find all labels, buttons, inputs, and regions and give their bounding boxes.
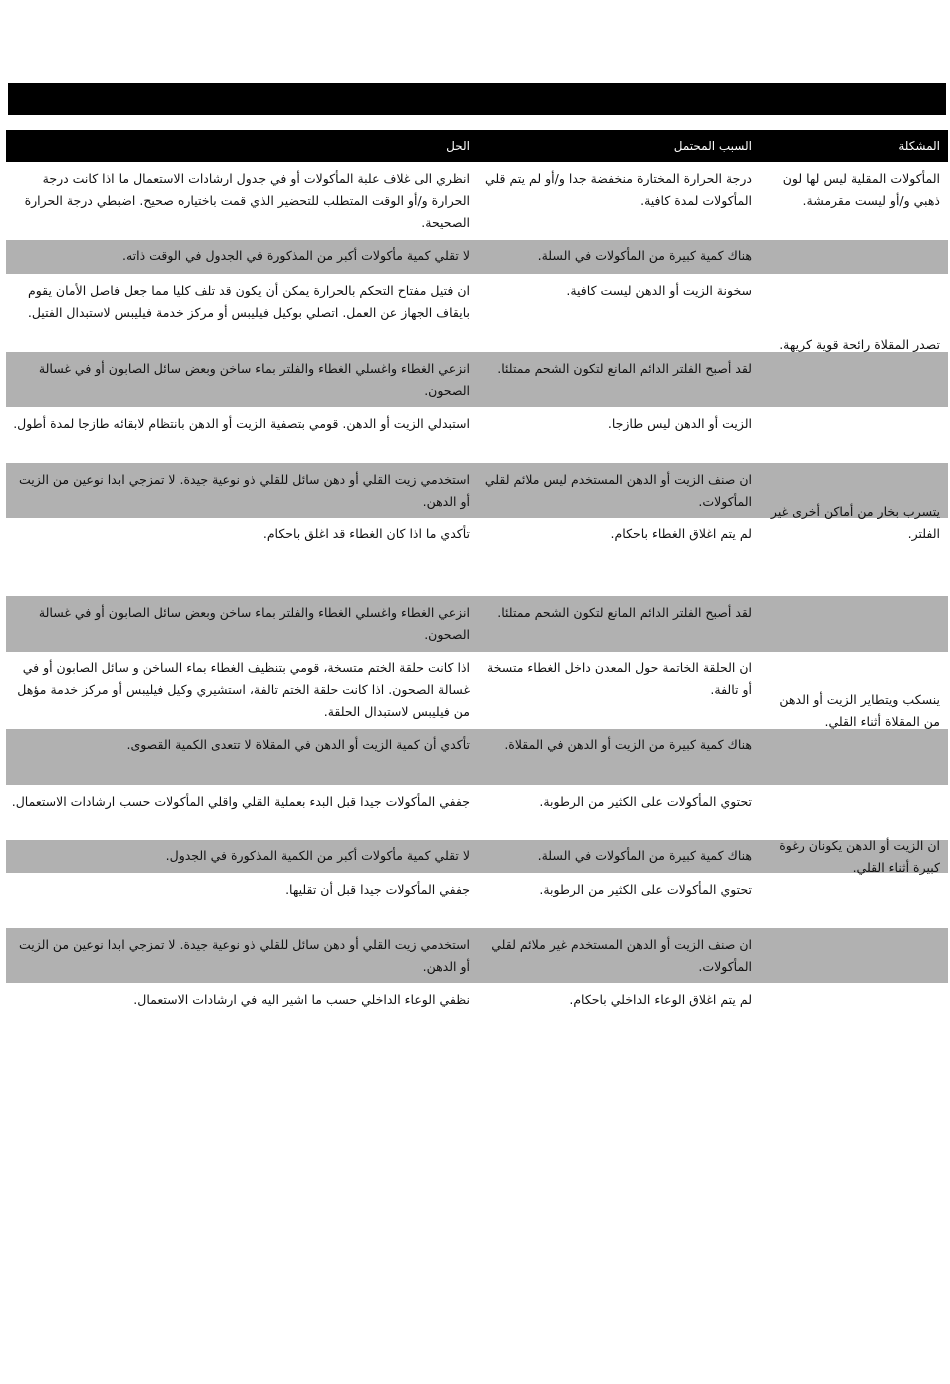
cause-cell: الزيت أو الدهن ليس طازجا. bbox=[607, 416, 752, 431]
solution-cell: جففي المأكولات جيدا قبل أن تقليها. bbox=[285, 882, 470, 897]
header-cause: السبب المحتمل bbox=[673, 139, 752, 153]
troubleshooting-table bbox=[6, 130, 948, 162]
header-bar bbox=[8, 83, 946, 115]
cause-cell: سخونة الزيت أو الدهن ليست كافية. bbox=[566, 283, 752, 298]
solution-cell: انزعي الغطاء واغسلي الغطاء والفلتر بماء ساخن وبعض سائل الصابون أو في غسالة الصحون. bbox=[38, 361, 470, 398]
table-row bbox=[6, 785, 948, 841]
cause-cell: لقد أصبح الفلتر الدائم المانع لتكون الشحم ممتلئا. bbox=[497, 361, 752, 376]
problem-cell: ان الزيت أو الدهن يكونان رغوة كبيرة أثناء القلي. bbox=[779, 838, 940, 875]
table-row bbox=[6, 729, 948, 786]
cause-cell: درجة الحرارة المختارة منخفضة جدا و/أو لم يتم قلي المأكولات لمدة كافية. bbox=[484, 171, 752, 208]
table-row bbox=[6, 407, 948, 464]
header-solution: الحل bbox=[446, 139, 470, 153]
cause-cell: ان صنف الزيت أو الدهن المستخدم ليس ملائم لقلي المأكولات. bbox=[484, 472, 752, 509]
cause-cell: لم يتم اغلاق الوعاء الداخلي باحكام. bbox=[569, 992, 752, 1007]
solution-cell: جففي المأكولات جيدا قبل البدء بعملية القلي واقلي المأكولات حسب ارشادات الاستعمال. bbox=[11, 794, 470, 809]
solution-cell: اذا كانت حلقة الختم متسخة، قومي بتنظيف الغطاء بماء الساخن و سائل الصابون أو في غسالة الصحون. اذا كانت حلقة الختم تالفة، استشيري وكيل فيليبس أو مركز خدمة مؤهل من فيليبس لاستبدال الحلقة. bbox=[17, 660, 470, 719]
cause-cell: هناك كمية كبيرة من المأكولات في السلة. bbox=[537, 848, 752, 863]
solution-cell: استبدلي الزيت أو الدهن. قومي بتصفية الزيت أو الدهن بانتظام لابقائه طازجا لمدة أطول. bbox=[13, 416, 470, 431]
solution-cell: تأكدي ما اذا كان الغطاء قد اغلق باحكام. bbox=[262, 526, 470, 541]
cause-cell: تحتوي المأكولات على الكثير من الرطوبة. bbox=[539, 794, 752, 809]
solution-cell: استخدمي زيت القلي أو دهن سائل للقلي ذو نوعية جيدة. لا تمزجي ابدا نوعين من الزيت أو الدهن. bbox=[19, 472, 470, 509]
solution-cell: نظفي الوعاء الداخلي حسب ما اشير اليه في ارشادات الاستعمال. bbox=[133, 992, 470, 1007]
solution-cell: تأكدي أن كمية الزيت أو الدهن في المقلاة لا تتعدى الكمية القصوى. bbox=[126, 737, 470, 752]
problem-cell: تصدر المقلاة رائحة قوية كريهة. bbox=[779, 337, 940, 352]
cause-cell: تحتوي المأكولات على الكثير من الرطوبة. bbox=[539, 882, 752, 897]
solution-cell: لا تقلي كمية مأكولات أكبر من المذكورة في الجدول في الوقت ذاته. bbox=[121, 248, 470, 263]
cause-cell: هناك كمية كبيرة من المأكولات في السلة. bbox=[537, 248, 752, 263]
cause-cell: هناك كمية كبيرة من الزيت أو الدهن في المقلاة. bbox=[504, 737, 752, 752]
header-problem: المشكلة bbox=[898, 139, 940, 153]
cause-cell: ان صنف الزيت أو الدهن المستخدم غير ملائم لقلي المأكولات. bbox=[491, 937, 752, 974]
solution-cell: ان فتيل مفتاح التحكم بالحرارة يمكن أن يكون قد تلف كليا مما جعل فاصل الأمان يقوم بايقاف الجهاز عن العمل. اتصلي بوكيل فيليبس أو مركز خدمة فيليبس لاستبدال الفتيل. bbox=[27, 283, 470, 320]
table-row bbox=[6, 596, 948, 653]
solution-cell: انزعي الغطاء واغسلي الغطاء والفلتر بماء ساخن وبعض سائل الصابون أو في غسالة الصحون. bbox=[38, 605, 470, 642]
solution-cell: لا تقلي كمية مأكولات أكبر من الكمية المذكورة في الجدول. bbox=[165, 848, 470, 863]
solution-cell: انظري الى غلاف علبة المأكولات أو في جدول ارشادات الاستعمال ما اذا كانت درجة الحرارة و/أو الوقت المتطلب للتحضير الذي قمت باختياره صحيح. اضبطي درجة الحرارة الصحيحة. bbox=[24, 171, 470, 230]
problem-cell: المأكولات المقلية ليس لها لون ذهبي و/أو ليست مقرمشة. bbox=[782, 171, 940, 208]
table-row bbox=[6, 873, 948, 929]
table-row bbox=[6, 983, 948, 1018]
problem-cell: يتسرب بخار من أماكن أخرى غير الفلتر. bbox=[770, 504, 940, 541]
cause-cell: لم يتم اغلاق الغطاء باحكام. bbox=[610, 526, 752, 541]
table-row bbox=[6, 240, 948, 275]
solution-cell: استخدمي زيت القلي أو دهن سائل للقلي ذو نوعية جيدة. لا تمزجي ابدا نوعين من الزيت أو الدهن. bbox=[19, 937, 470, 974]
cause-cell: ان الحلقة الخاتمة حول المعدن داخل الغطاء متسخة أو تالفة. bbox=[487, 660, 752, 697]
cause-cell: لقد أصبح الفلتر الدائم المانع لتكون الشحم ممتلئا. bbox=[497, 605, 752, 620]
table-header bbox=[6, 130, 948, 162]
problem-cell: ينسكب ويتطاير الزيت أو الدهن من المقلاة أثناء القلي. bbox=[779, 692, 940, 729]
table-row bbox=[6, 928, 948, 984]
table-row bbox=[6, 352, 948, 408]
